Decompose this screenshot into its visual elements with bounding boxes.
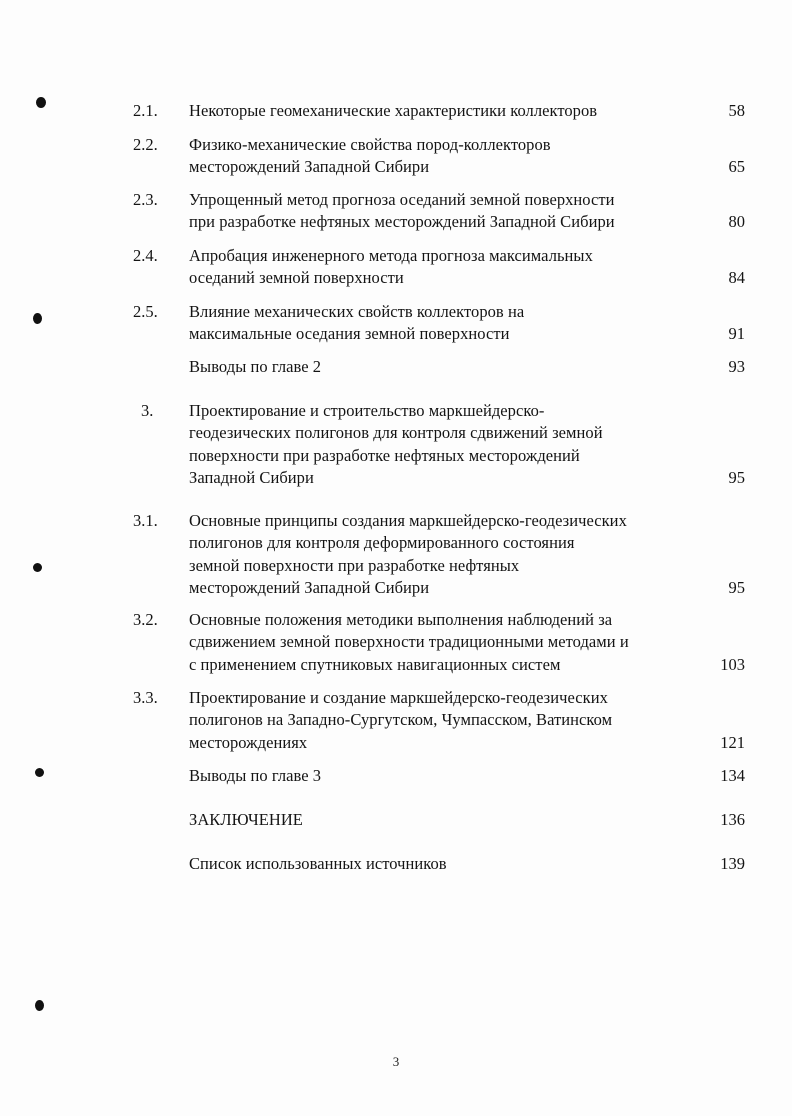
toc-entry-title (189, 134, 689, 179)
toc-entry-number: 2.1. (133, 101, 158, 120)
toc-entry-page: 91 (728, 324, 745, 344)
toc-title-line: земной поверхности при разработке нефтяных (189, 555, 520, 575)
toc-entry-page: 121 (720, 732, 745, 752)
scan-punch-mark (35, 1000, 44, 1011)
toc-title-line: месторождений Западной Сибири (189, 577, 430, 597)
scan-punch-mark (36, 97, 46, 108)
toc-title-line: при разработке нефтяных месторождений Западной Сибири (189, 212, 615, 232)
toc-entry-title (189, 609, 689, 676)
toc-entry-number: 2.2. (133, 135, 158, 154)
toc-entry-title (189, 189, 689, 234)
toc-title-line: месторождений Западной Сибири (189, 157, 430, 177)
toc-title-line: Физико-механические свойства пород-коллекторов (189, 135, 551, 154)
toc-title-line: Выводы по главе 2 (189, 357, 322, 376)
toc-entry-title (189, 245, 689, 290)
toc-title-line: Проектирование и создание маркшейдерско-геодезических (189, 688, 608, 707)
toc-entry-number: 2.5. (133, 302, 158, 321)
toc-entry-title (189, 687, 689, 754)
toc-title-line: геодезических полигонов для контроля сдвижений земной (189, 423, 603, 443)
toc-entry-page: 103 (720, 654, 745, 674)
toc-title-line: Выводы по главе 3 (189, 766, 322, 785)
scan-punch-mark (33, 563, 42, 572)
toc-entry-page: 136 (720, 810, 745, 829)
toc-title-line: оседаний земной поверхности (189, 268, 404, 288)
toc-title-line: Апробация инженерного метода прогноза максимальных (189, 246, 593, 265)
toc-title-line: максимальные оседания земной поверхности (189, 324, 510, 344)
toc-title-line: Основные принципы создания маркшейдерско-геодезических (189, 511, 627, 530)
toc-entry-page: 139 (720, 854, 745, 873)
toc-entry-title (189, 356, 689, 378)
toc-entry-number: 3.1. (133, 511, 158, 530)
toc-title-line: Западной Сибири (189, 467, 314, 487)
toc-title-line: Основные положения методики выполнения наблюдений за (189, 610, 613, 629)
toc-entry-page: 65 (728, 157, 745, 177)
toc-entry-page: 80 (728, 212, 745, 232)
toc-entry-number: 3.3. (133, 688, 158, 707)
toc-entry-title (189, 100, 689, 122)
scan-punch-mark (35, 768, 44, 777)
toc-title-line: Проектирование и строительство маркшейдерско- (189, 401, 545, 420)
toc-entry-title (189, 809, 689, 831)
toc-entry-page: 58 (728, 101, 745, 120)
toc-entry-title (189, 765, 689, 787)
toc-title-line: сдвижением земной поверхности традиционными методами и (189, 632, 629, 652)
page-number: 3 (392, 1054, 400, 1069)
toc-title-line: с применением спутниковых навигационных систем (189, 654, 561, 674)
toc-title-line: полигонов на Западно-Сургутском, Чумпасском, Ватинском (189, 710, 613, 730)
toc-entry-number: 2.3. (133, 190, 158, 209)
toc-entry-number: 2.4. (133, 246, 158, 265)
toc-title-line: поверхности при разработке нефтяных месторождений (189, 445, 580, 465)
toc-entry-page: 95 (728, 577, 745, 597)
toc-entry-page: 93 (728, 357, 745, 376)
toc-entry-number: 3.2. (133, 610, 158, 629)
toc-title-line: полигонов для контроля деформированного состояния (189, 533, 575, 553)
toc-entry-number: 3. (141, 401, 154, 420)
toc-entry-title (189, 510, 689, 599)
toc-entry-title (189, 301, 689, 346)
toc-entry-title (189, 400, 689, 489)
scan-punch-mark (33, 313, 42, 324)
toc-entry-page: 134 (720, 766, 745, 785)
toc-entry-title (189, 853, 689, 875)
toc-title-line: Список использованных источников (189, 854, 447, 873)
toc-entry-page: 95 (728, 467, 745, 487)
toc-title-line: ЗАКЛЮЧЕНИЕ (189, 810, 303, 829)
toc-entry-page: 84 (728, 268, 745, 288)
toc-title-line: Некоторые геомеханические характеристики коллекторов (189, 101, 598, 120)
toc-title-line: месторождениях (189, 732, 308, 752)
toc-title-line: Влияние механических свойств коллекторов на (189, 302, 525, 321)
toc-title-line: Упрощенный метод прогноза оседаний земной поверхности (189, 190, 615, 209)
